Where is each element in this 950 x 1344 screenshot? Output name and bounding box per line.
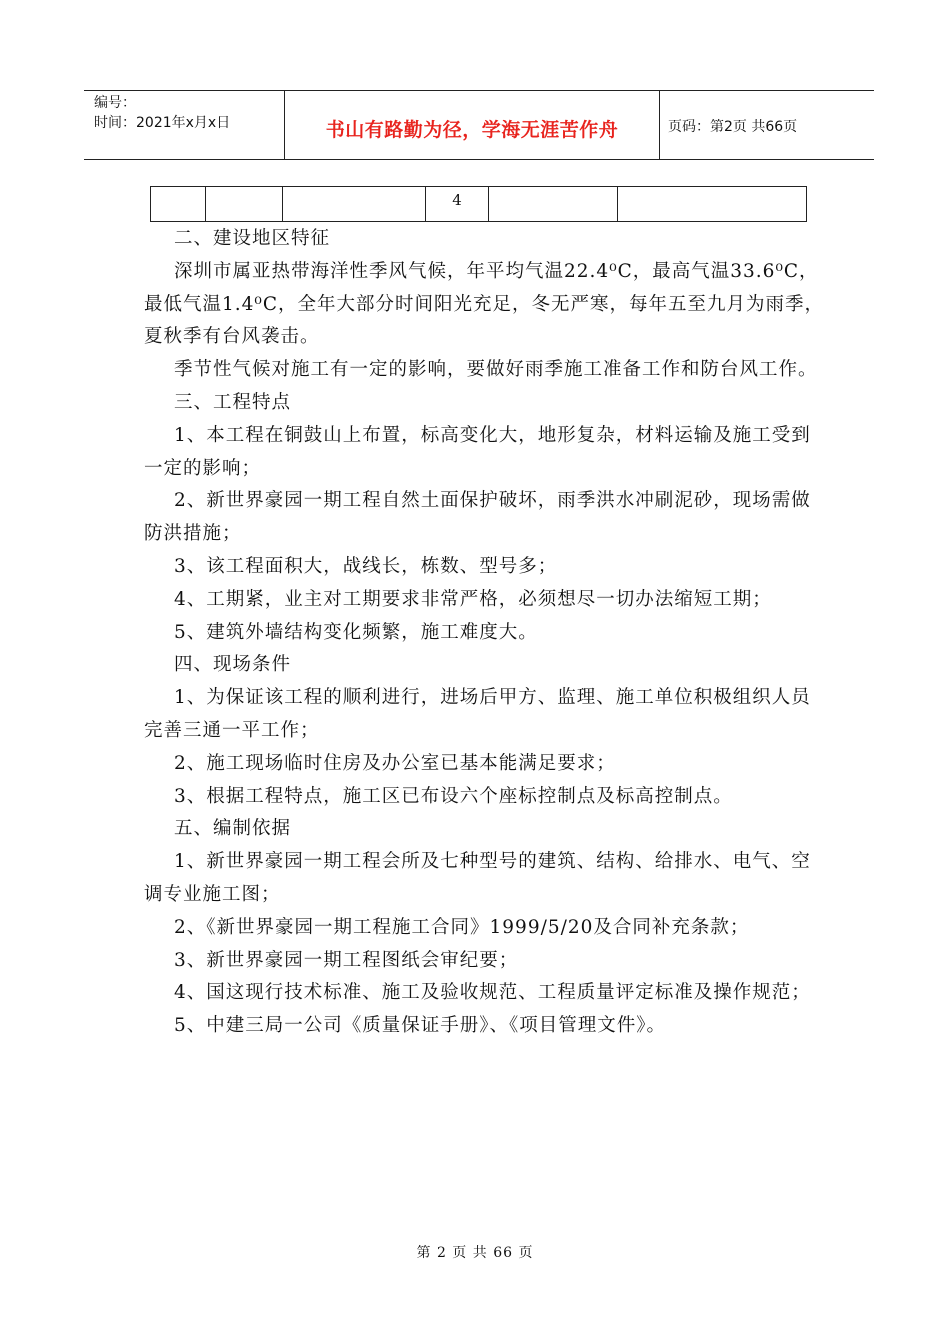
- section-heading: 四、现场条件: [174, 654, 292, 676]
- list-item: 2、新世界豪园一期工程自然土面保护破坏，雨季洪水冲刷泥砂，现场需做防洪措施；: [144, 490, 811, 545]
- table-fragment: [150, 186, 807, 222]
- document-body: [144, 223, 824, 1043]
- list-item: 4、工期紧，业主对工期要求非常严格，必须想尽一切办法缩短工期；: [174, 588, 772, 610]
- header-motto-cell: [284, 91, 660, 159]
- header-meta-cell: [84, 91, 284, 159]
- list-item: 5、中建三局一公司《质量保证手册》、《项目管理文件》。: [174, 1015, 667, 1037]
- page-footer: 第 2 页 共 66 页: [416, 1245, 534, 1261]
- date-label: 时间：2021年x月x日: [94, 115, 231, 131]
- table-cell: [283, 187, 426, 222]
- table-row: [151, 187, 807, 222]
- header-page-cell: [658, 91, 874, 159]
- serial-number-label: 编号：: [94, 95, 136, 111]
- paragraph: 季节性气候对施工有一定的影响，要做好雨季施工准备工作和防台风工作。: [174, 359, 818, 381]
- table-cell: [151, 187, 206, 222]
- table-cell: 4: [426, 187, 489, 222]
- list-item: 2、施工现场临时住房及办公室已基本能满足要求；: [174, 752, 616, 774]
- table-cell: [206, 187, 283, 222]
- list-item: 1、为保证该工程的顺利进行，进场后甲方、监理、施工单位积极组织人员完善三通一平工作；: [144, 687, 811, 741]
- paragraph-climate: 深圳市属亚热带海洋性季风气候，年平均气温22.4⁰C，最高气温33.6⁰C，最低气温1.4⁰C，全年大部分时间阳光充足，冬无严寒，每年五至九月为雨季，夏秋季有台风袭击。: [144, 260, 824, 348]
- section-heading: 三、工程特点: [174, 391, 292, 413]
- motto-text: 书山有路勤为径，学海无涯苦作舟: [325, 119, 619, 141]
- list-item: 1、新世界豪园一期工程会所及七种型号的建筑、结构、给排水、电气、空调专业施工图；: [144, 851, 811, 905]
- list-item: 5、建筑外墙结构变化频繁，施工难度大。: [174, 621, 538, 643]
- page-header: [84, 90, 874, 160]
- list-item: 3、新世界豪园一期工程图纸会审纪要；: [174, 949, 519, 971]
- table-cell: [618, 187, 807, 222]
- list-item: 2、《新世界豪园一期工程施工合同》1999/5/20及合同补充条款；: [174, 916, 750, 938]
- table-cell: [489, 187, 618, 222]
- list-item: 1、本工程在铜鼓山上布置，标高变化大，地形复杂，材料运输及施工受到一定的影响；: [144, 424, 811, 479]
- list-item: 3、该工程面积大，战线长，栋数、型号多；: [174, 555, 558, 577]
- list-item: 4、国这现行技术标准、施工及验收规范、工程质量评定标准及操作规范；: [174, 982, 811, 1004]
- list-item: 3、根据工程特点，施工区已布设六个座标控制点及标高控制点。: [174, 785, 733, 807]
- header-page-number: 页码：第2页 共66页: [668, 119, 798, 135]
- section-heading: 五、编制依据: [174, 818, 292, 840]
- section-heading: 二、建设地区特征: [174, 228, 331, 249]
